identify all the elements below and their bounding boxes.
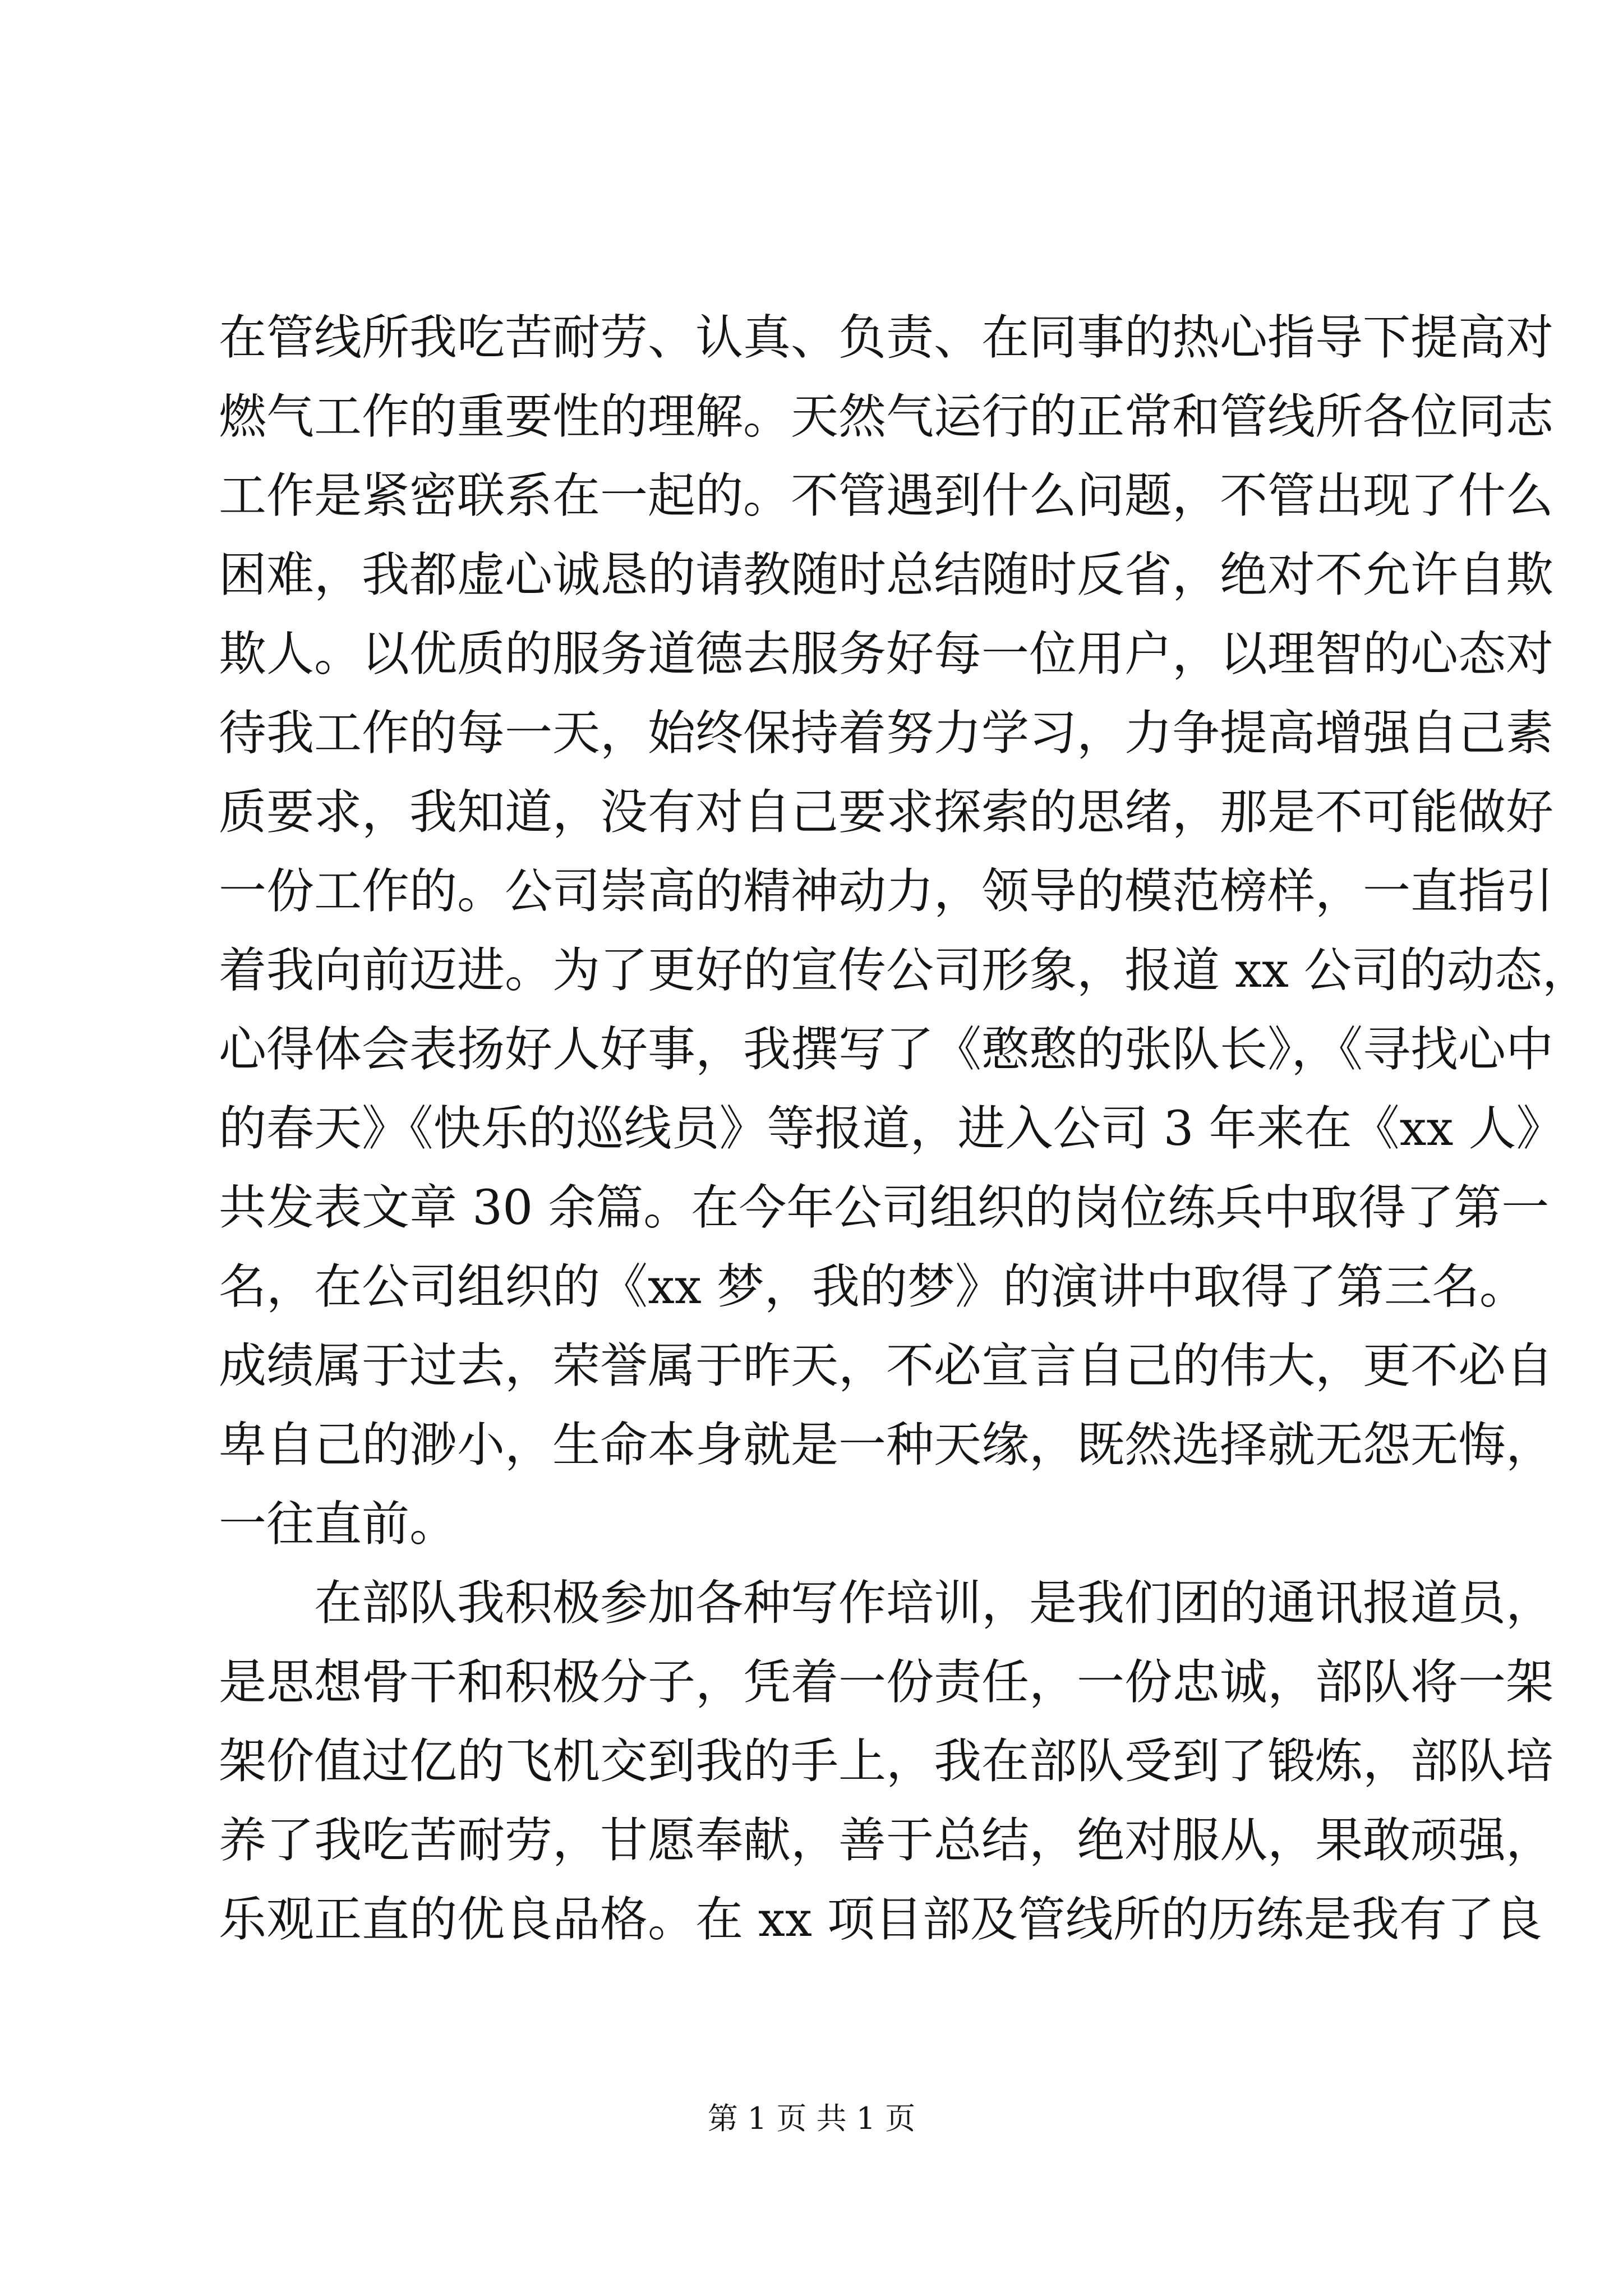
body-text-line: 是思想骨干和积极分子，凭着一份责任，一份忠诚，部队将一架: [219, 1655, 1554, 1710]
body-text-line: 待我工作的每一天，始终保持着努力学习，力争提高增强自己素: [219, 706, 1554, 761]
body-text-line: 的春天》《快乐的巡线员》等报道，进入公司 3 年来在《xx 人》: [219, 1101, 1564, 1157]
body-text-line: 成绩属于过去，荣誉属于昨天，不必宣言自己的伟大，更不必自: [219, 1338, 1554, 1394]
body-text-line: 欺人。以优质的服务道德去服务好每一位用户，以理智的心态对: [219, 627, 1554, 682]
body-text-line: 名，在公司组织的《xx 梦，我的梦》的演讲中取得了第三名。: [219, 1259, 1527, 1315]
body-text-line: 一往直前。: [219, 1497, 458, 1552]
body-text-line: 工作是紧密联系在一起的。不管遇到什么问题，不管出现了什么: [219, 468, 1554, 524]
body-text-line: 乐观正直的优良品格。在 xx 项目部及管线所的历练是我有了良: [219, 1892, 1542, 1948]
body-text-line: 困难，我都虚心诚恳的请教随时总结随时反省，绝对不允许自欺: [219, 547, 1554, 603]
body-text-line: 架价值过亿的飞机交到我的手上，我在部队受到了锻炼，部队培: [219, 1734, 1554, 1789]
body-text-line: 卑自己的渺小，生命本身就是一种天缘，既然选择就无怨无悔，: [219, 1418, 1554, 1473]
page-number-footer: 第 1 页 共 1 页: [707, 2101, 916, 2136]
body-text-line: 共发表文章 30 余篇。在今年公司组织的岗位练兵中取得了第一: [219, 1180, 1550, 1236]
body-text-line: 着我向前迈进。为了更好的宣传公司形象，报道 xx 公司的动态，: [219, 943, 1590, 999]
body-text-line: 在管线所我吃苦耐劳、认真、负责、在同事的热心指导下提高对: [219, 310, 1554, 366]
paragraph-first-line: 在部队我积极参加各种写作培训，是我们团的通讯报道员，: [314, 1576, 1554, 1631]
body-text-line: 燃气工作的重要性的理解。天然气运行的正常和管线所各位同志: [219, 389, 1554, 445]
body-text-line: 心得体会表扬好人好事，我撰写了《憨憨的张队长》，《寻找心中: [219, 1022, 1554, 1078]
body-text-line: 质要求，我知道，没有对自己要求探索的思绪，那是不可能做好: [219, 785, 1554, 840]
body-text-line: 一份工作的。公司崇高的精神动力，领导的模范榜样，一直指引: [219, 864, 1554, 919]
body-text-line: 养了我吃苦耐劳，甘愿奉献，善于总结，绝对服从，果敢顽强，: [219, 1813, 1554, 1869]
